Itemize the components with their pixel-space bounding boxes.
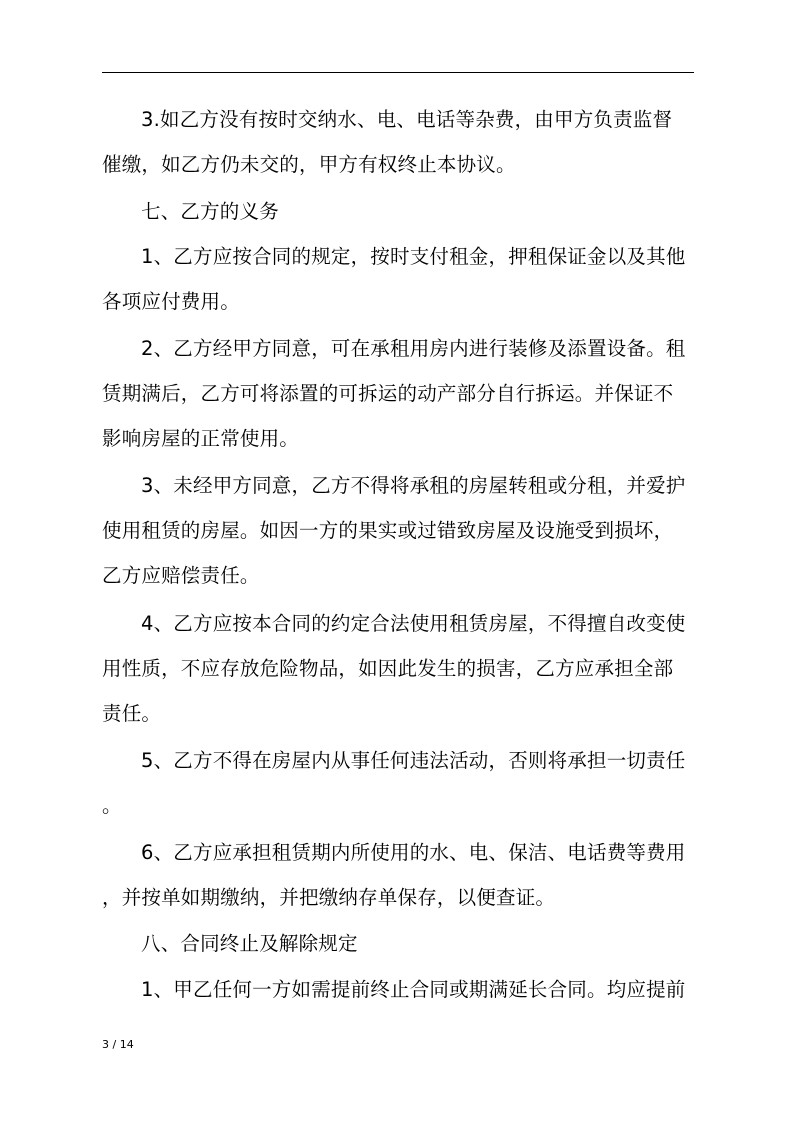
paragraph-7-3 [102,463,694,598]
text-line: 4、乙方应按本合同的约定合法使用租赁房屋，不得擅自改变使 [141,612,686,635]
paragraph-7-1 [102,234,694,324]
paragraph-7-5 [102,738,694,828]
paragraph-6-3 [102,97,694,187]
paragraph-8-1 [102,967,694,1012]
text-line: 用性质，不应存放危险物品，如因此发生的损害，乙方应承担全部 [102,657,674,680]
text-line: 责任。 [102,702,162,725]
paragraph-7-4 [102,601,694,736]
page-number: 3 / 14 [102,1038,134,1051]
text-line: 1、甲乙任何一方如需提前终止合同或期满延长合同。均应提前 [141,978,686,1001]
text-line: 八、合同终止及解除规定 [141,932,358,955]
paragraph-7-6 [102,830,694,920]
text-line: 6、乙方应承担租赁期内所使用的水、电、保洁、电话费等费用 [141,841,686,864]
header-rule [102,72,694,73]
text-line: 2、乙方经甲方同意，可在承租用房内进行装修及添置设备。租 [141,337,686,360]
text-line: 七、乙方的义务 [141,200,279,223]
text-line: 使用租赁的房屋。如因一方的果实或过错致房屋及设施受到损坏， [102,519,674,542]
text-line: 3、未经甲方同意，乙方不得将承租的房屋转租或分租，并爱护 [141,474,686,497]
text-line: 。 [102,794,122,817]
paragraph-7-2 [102,326,694,461]
text-line: 各项应付费用。 [102,290,240,313]
text-line: 3.如乙方没有按时交纳水、电、电话等杂费，由甲方负责监督 [141,108,673,131]
text-line: 影响房屋的正常使用。 [102,427,300,450]
text-line: ，并按单如期缴纳，并把缴纳存单保存，以便查证。 [102,886,556,909]
text-line: 1、乙方应按合同的规定，按时支付租金，押租保证金以及其他 [141,245,686,268]
text-line: 乙方应赔偿责任。 [102,564,260,587]
section-heading-8 [102,921,694,966]
section-heading-7 [102,189,694,234]
text-line: 赁期满后，乙方可将添置的可拆运的动产部分自行拆运。并保证不 [102,382,674,405]
text-line: 5、乙方不得在房屋内从事任何违法活动，否则将承担一切责任 [141,749,686,772]
text-line: 催缴，如乙方仍未交的，甲方有权终止本协议。 [102,153,516,176]
